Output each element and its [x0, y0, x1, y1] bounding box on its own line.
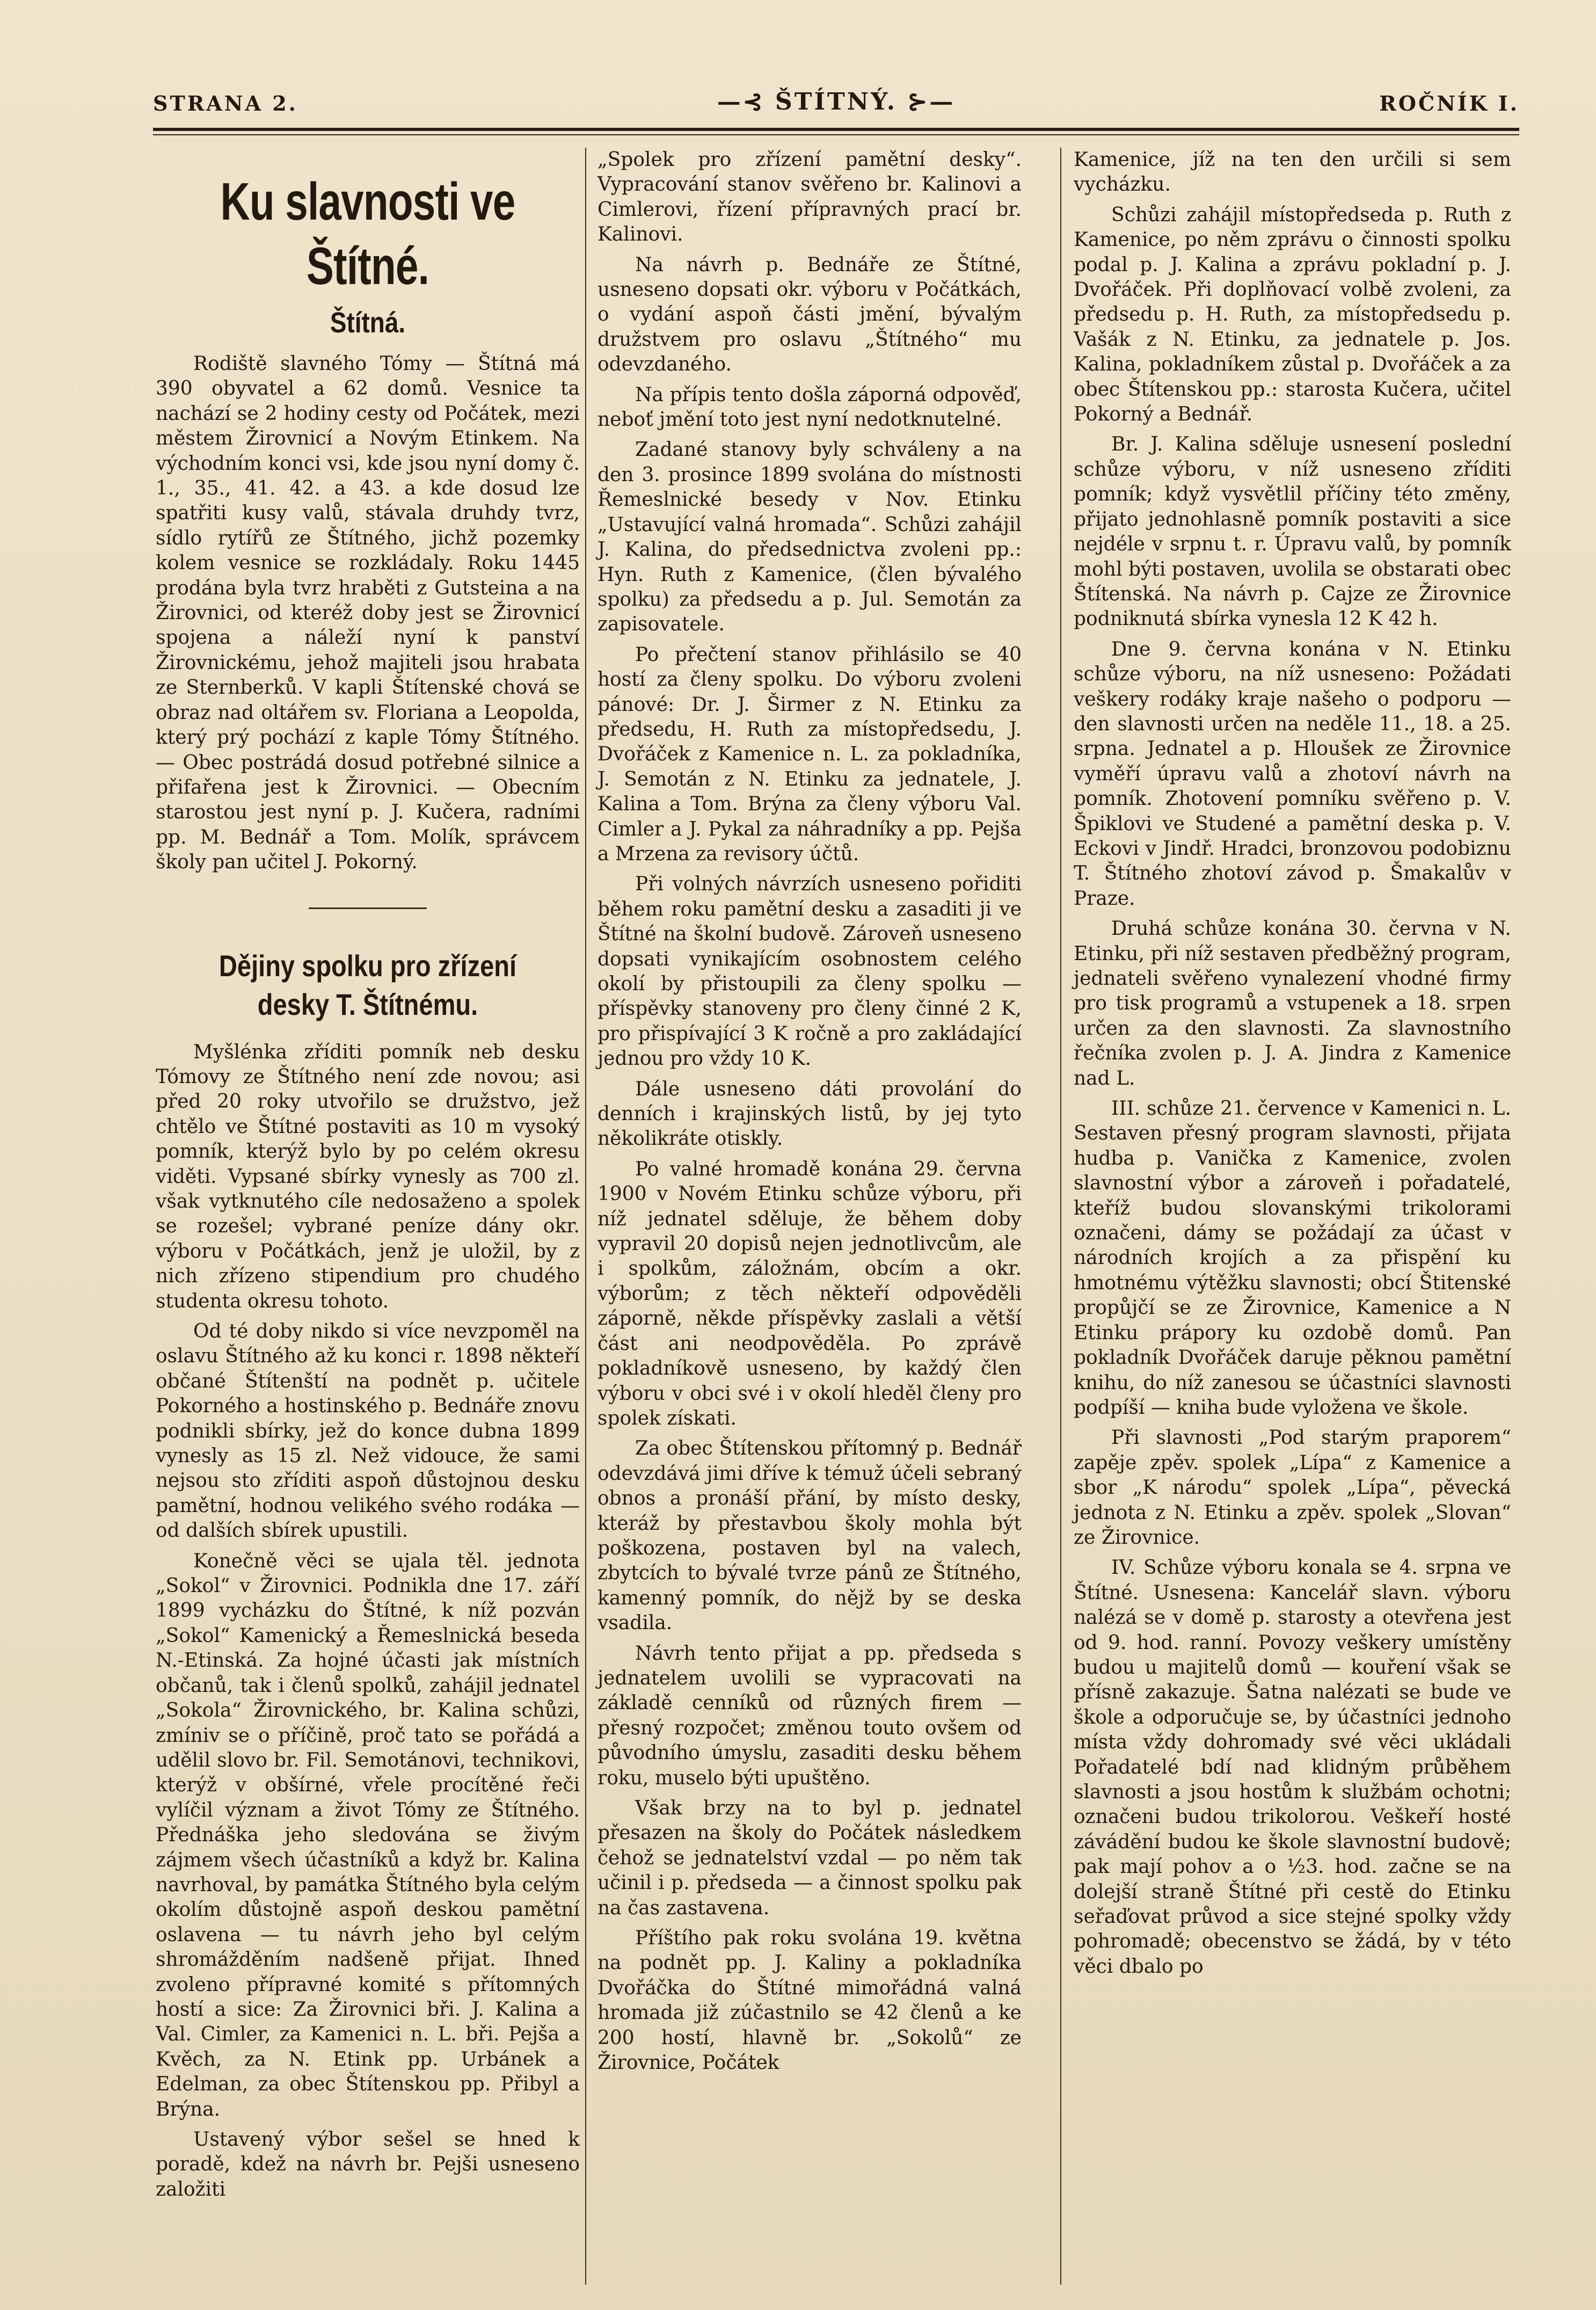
col3-paragraph: Kamenice, jíž na ten den určili si sem vycházku.: [1074, 149, 1511, 196]
col3-paragraph: Dne 9. června konána v N. Etinku schůze výboru, na níž usneseno: Požádati veškery rodáky kraje našeho o podporu — den slavnosti určen na neděle 11., 18. a 25. srpna. Jednatel a p. Hloušek ze Žirovnice vyměří úpravu valů a zhotoví návrh na pomník. Zhotovení pomníku svěřeno p. V. Špiklovi ve Studené a pamětní deska p. V. Eckovi v Jindř. Hradci, bronzovou podobiznu T. Štítného zhotoví závod p. Šmakalův v Praze.: [1074, 638, 1511, 910]
article1-paragraph: Rodiště slavného Tómy — Štítná má 390 obyvatel a 62 domů. Vesnice ta nachází se 2 hodiny cesty od Počátek, mezi městem Žirovnicí a Novým Etinkem. Na východním konci vsi, kde jsou nyní domy č. 1., 35., 41. 42. a 43. a kde dosud lze spatřiti kusy valů, stávala druhdy tvrz, sídlo rytířů ze Štítného, jichž pozemky kolem vesnice se rozkládaly. Roku 1445 prodána byla tvrz hraběti z Gutsteina a na Žirovnici, od kteréž doby jest se Žirovnicí spojena a náleží nyní k panství Žirovnickému, jehož majiteli jsou hrabata ze Sternberků. V kapli Štítenské chová se obraz nad oltářem sv. Floriana a Leopolda, který prý pochází z kaple Tómy Štítného. — Obec postrádá dosud potřebné silnice a přifařena jest k Žirovnici. — Obecním starostou jest nyní p. J. Kučera, radními pp. M. Bednář a Tom. Molík, správcem školy pan učitel J. Pokorný.: [156, 353, 580, 874]
col1-paragraph: Ustavený výbor sešel se hned k poradě, kdež na návrh br. Pejši usneseno založiti: [156, 2129, 580, 2200]
article-title: Ku slavnosti ve Štítné.: [220, 172, 515, 295]
page-number-label: STRANA 2.: [153, 91, 298, 115]
header-rule-thin: [153, 134, 1519, 135]
column-divider-2: [1060, 148, 1061, 2285]
col1-paragraph: Myšlénka zříditi pomník neb desku Tómovy ze Štítného není zde novou; asi před 20 roky utvořilo se družstvo, jež chtělo ve Štítné postaviti as 10 m vysoký pomník, kterýž bylo by po celém okresu viděti. Vypsané sbírky vynesly as 700 zl. však vytknutého cíle nedosaženo a spolek se rozešel; vybrané peníze dány okr. výboru v Počátkách, jenž je uložil, by z nich zřízeno stipendium pro chudého studenta okresu tohoto.: [156, 1041, 580, 1312]
col2-paragraph: Na přípis tento došla záporná odpověď, neboť jmění toto jest nyní nedotknutelné.: [597, 383, 1022, 431]
column-divider-1: [585, 148, 586, 2285]
col2-paragraph: Návrh tento přijat a pp. předseda s jednatelem uvolili se vypracovati na základě cenníků od různých firem — přesný rozpočet; změnou touto ovšem od původního úmyslu, zasaditi desku během roku, muselo býti upuštěno.: [597, 1642, 1022, 1789]
col3-paragraph: Při slavnosti „Pod starým praporem“ zapěje zpěv. spolek „Lípa“ z Kamenice a sbor „K národu“ spolek „Lípa“, pěvecká jednota z N. Etinku a zpěv. spolek „Slovan“ ze Žirovnice.: [1074, 1427, 1511, 1549]
col2-paragraph: „Spolek pro zřízení pamětní desky“. Vypracování stanov svěřeno br. Kalinovi a Cimlerovi, řízení přípravných prací br. Kalinovi.: [597, 149, 1022, 246]
article-subtitle: Štítná.: [330, 307, 406, 339]
col3-paragraph: Druhá schůze konána 30. června v N. Etinku, při níž sestaven předběžný program, jednateli svěřeno vynalezení vhodné firmy pro tisk programů a vstupenek a 18. srpen určen za den slavnosti. Za slavnostního řečníka zvolen p. J. A. Jindra z Kamenice nad L.: [1074, 918, 1511, 1089]
masthead-title: —⊰ ŠTÍTNÝ. ⊱—: [717, 88, 956, 115]
col3-paragraph: Schůzi zahájil místopředseda p. Ruth z Kamenice, po něm zprávu o činnosti spolku podal p. J. Kalina a zprávu pokladní p. J. Dvořáček. Při doplňovací volbě zvoleni, za předsedu p. H. Ruth, za místopředsedu p. Vašák z N. Etinku, za jednatele p. Jos. Kalina, pokladníkem zůstal p. Dvořáček a za obec Štítenskou pp.: starosta Kučera, učitel Pokorný a Bednář.: [1074, 204, 1511, 426]
column-3: [1074, 148, 1511, 1985]
col2-paragraph: Za obec Štítenskou přítomný p. Bednář odevzdává jimi dříve k témuž účeli sebraný obnos a pronáší přání, by místo desky, kteráž by přestavbou školy mohla být poškozena, postaven byl na valech, zbytcích to bývalé tvrze pánů ze Štítného, kamenný pomník, do nějž by se deska vsadila.: [597, 1437, 1022, 1635]
column-1: [156, 148, 580, 2207]
volume-label: ROČNÍK I.: [1379, 91, 1519, 115]
col2-paragraph: Příštího pak roku svolána 19. května na podnět pp. J. Kaliny a pokladníka Dvořáčka do Štítné mimořádná valná hromada již zúčastnilo se 42 členů a ke 200 hostí, hlavně br. „Sokolů“ ze Žirovnice, Počátek: [597, 1927, 1022, 2074]
column-2: [597, 148, 1022, 2081]
col3-paragraph: IV. Schůze výboru konala se 4. srpna ve Štítné. Usnesena: Kancelář slavn. výboru nalézá se v domě p. starosty a otevřena jest od 9. hod. ranní. Povozy veškery umístěny budou u majitelů domů — kouření však se přísně zakazuje. Šatna nalézati se bude ve škole a odporučuje se, by účastníci jednoho místa vždy dohromady své věci ukládali Pořadatelé bdí nad klidným průběhem slavnosti a jsou hostům k službám ochotni; označeni budou trikolorou. Veškeří hosté závádění budou ke škole slavnostní budově; pak mají pohov a o ½3. hod. začne se na dolejší straně Štítné při cestě do Etinku seřaďovat průvod a sice stejné spolky vždy pohromadě; obecenstvo se žádá, by v této věci dbalo po: [1074, 1557, 1511, 1978]
col2-paragraph: Dále usneseno dáti provolání do denních i krajinských listů, by jej tyto několikráte otiskly.: [597, 1078, 1022, 1150]
article2-title: Dějiny spolku pro zřízení desky T. Štítnému.: [218, 948, 517, 1021]
col2-paragraph: Po přečtení stanov přihlásilo se 40 hostí za členy spolku. Do výboru zvoleni pánové: Dr. J. Širmer z N. Etinku za předsedu, H. Ruth za místopředsedu, J. Dvořáček z Kamenice n. L. za pokladníka, J. Semotán z N. Etinku za jednatele, J. Kalina a Tom. Brýna za členy výboru Val. Cimler a J. Pykal za náhradníky a pp. Pejša a Mrzena za revisory účtů.: [597, 643, 1022, 865]
col2-paragraph: Zadané stanovy byly schváleny a na den 3. prosince 1899 svolána do místnosti Řemeslnické besedy v Nov. Etinku „Ustavující valná hromada“. Schůzi zahájil J. Kalina, do předsednictva zvoleni pp.: Hyn. Ruth z Kamenice, (člen bývalého spolku) za předsedu a p. Jul. Semotán za zapisovatele.: [597, 439, 1022, 636]
page-header: [153, 81, 1519, 124]
col3-paragraph: III. schůze 21. července v Kamenici n. L. Sestaven přesný program slavnosti, přijata hudba p. Vanička z Kamenice, zvolen slavnostní výbor a zároveň i pořadatelé, kteříž budou slovanskými trikolorami označeni, dámy se požádají za účast v národních krojích a za přispění ku hmotnému výtěžku slavnosti; obcí Štitenské propůjčí se ze Žirovnice, Kamenice a N Etinku prápory ku ozdobě domů. Pan pokladník Dvořáček daruje pěknou pamětní knihu, do níž zanesou se účastníci slavnosti podpíší — kniha bude vyložena ve škole.: [1074, 1098, 1511, 1419]
col2-paragraph: Po valné hromadě konána 29. června 1900 v Novém Etinku schůze výboru, při níž jednatel sděluje, že během doby vypravil 20 dopisů nejen jednotlivcům, ale i spolkům, záložnám, obcím a okr. výborům; z těch někteří odpověděli záporně, někde příspěvky zaslali a větší část ani neodpověděla. Po zprávě pokladníkově usneseno, by každý člen výboru v obci své i v okolí hleděl členy pro spolek získati.: [597, 1158, 1022, 1429]
col2-paragraph: Při volných návrzích usneseno pořiditi během roku pamětní desku a zasaditi ji ve Štítné na školní budově. Zároveň usneseno dopsati vynikajícím osobnostem celého okolí by přistoupili za členy spolku — příspěvky stanoveny pro členy činné 2 K, pro přispívající 3 K ročně a pro zakládající jednou pro vždy 10 K.: [597, 873, 1022, 1070]
col1-paragraph: Konečně věci se ujala těl. jednota „Sokol“ v Žirovnici. Podnikla dne 17. září 1899 vycházku do Štítné, k níž pozván „Sokol“ Kamenický a Řemeslnická beseda N.-Etinská. Za hojné účasti jak místních občanů, tak i členů spolků, zahájil jednatel „Sokola“ Žirovnického, br. Kalina schůzi, zmíniv se o příčině, proč tato se pořádá a udělil slovo br. Fil. Semotánovi, technikovi, kterýž v obšírné, vřele procítěné řeči vylíčil význam a život Tómy ze Štítného. Přednáška jeho sledována se živým zájmem všech účastníků a když br. Kalina navrhoval, by památka Štítného byla celým okolím důstojně aspoň deskou pamětní oslavena — tu návrh jeho byl celým shromážděním nadšeně přijat. Ihned zvoleno přípravné komité s přítomných hostí a sice: Za Žirovnici bři. J. Kalina a Val. Cimler, za Kamenici n. L. bři. Pejša a Kvěch, za N. Etink pp. Urbánek a Edelman, za obec Štítenskou pp. Přibyl a Brýna.: [156, 1550, 580, 2120]
col2-paragraph: Na návrh p. Bednáře ze Štítné, usneseno dopsati okr. výboru v Počátkách, o vydání aspoň části jmění, bývalým družstvem pro oslavu „Štítného“ mu odevzdaného.: [597, 253, 1022, 376]
col1-paragraph: Od té doby nikdo si více nevzpoměl na oslavu Štítného až ku konci r. 1898 někteří občané Štítenští na podnět p. učitele Pokorného a hostinského p. Bednáře znovu podnikli sbírky, jež do konce dubna 1899 vynesly as 15 zl. Než vidouce, že sami nejsou sto zříditi aspoň důstojnou desku pamětní, hodnou velikého svého rodáka — od dalších sbírek upustili.: [156, 1320, 580, 1542]
section-separator: [309, 907, 427, 909]
col2-paragraph: Však brzy na to byl p. jednatel přesazen na školy do Počátek následkem čehož se jednatelství vzdal — po něm tak učinil i p. předseda — a činnost spolku pak na čas zastavena.: [597, 1797, 1022, 1919]
col3-paragraph: Br. J. Kalina sděluje usnesení poslední schůze výboru, v níž usneseno zříditi pomník; když vysvětlil příčiny této změny, přijato jednohlasně pomník postaviti a sice nejdéle v srpnu t. r. Úpravu valů, by pomník mohl býti postaven, uvolila se obstarati obec Štítenská. Na návrh p. Cajze ze Žirovnice podniknutá sbírka vynesla 12 K 42 h.: [1074, 433, 1511, 630]
header-rule: [153, 128, 1519, 131]
